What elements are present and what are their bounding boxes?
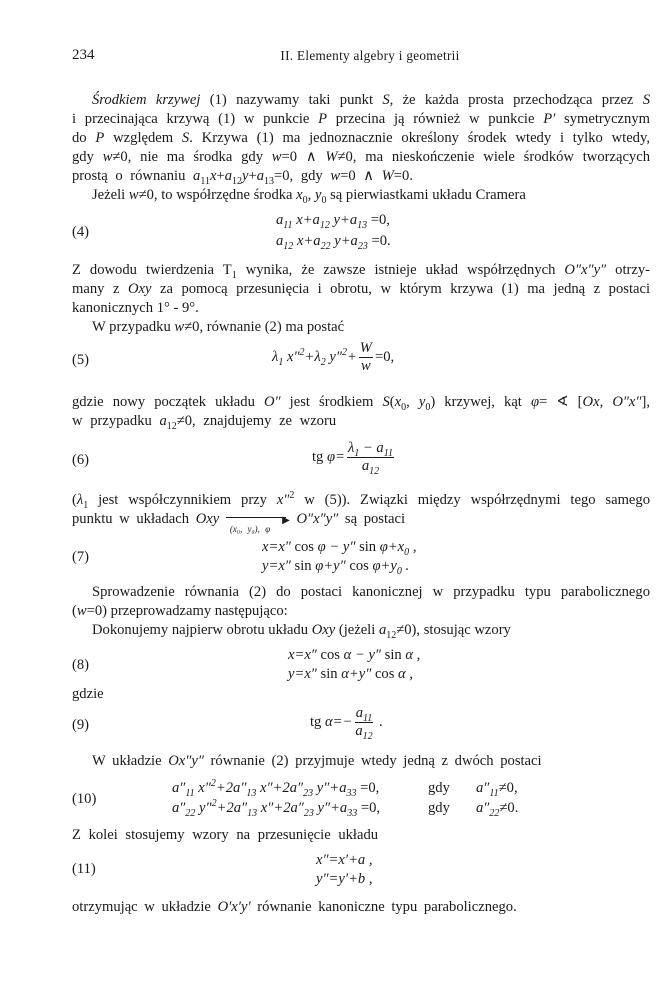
equation: y=x″ sin α+y″ cos α , (288, 666, 414, 682)
equation: $a''_{22}\ne 0$. (476, 800, 519, 819)
equation: $a_{12}$ $x+a_{22}$ $y+a_{23} =0$. (276, 233, 391, 252)
text-line: gdzie (72, 686, 104, 702)
page-number: 234 (72, 47, 95, 63)
text-line: W układzie Ox″y″ równanie (2) przyjmuje wtedy jedną z dwóch postaci (92, 753, 542, 769)
equation: x=x″ cos α − y″ sin α , (288, 647, 421, 663)
text-line: i przecinająca krzywą (1) w punkcie P przecina ją również w punkcie P′ symetrycznym (72, 111, 650, 127)
text-line: gdy w≠0, nie ma środka gdy w=0 ∧ W≠0, ma nieskończenie wiele środków tworzących (72, 149, 650, 165)
equation-condition: gdy (428, 800, 450, 816)
text-line: gdzie nowy początek układu O″ jest środkiem $S(x_0$, $y_0$) krzywej, kąt φ= ∢ [Ox, O″x″], (72, 394, 651, 413)
equation: y=x″ sin φ+y″ $\cos \varphi+y_0$ . (262, 558, 410, 577)
term-srodkiem-krzywej: Środkiem krzywej (92, 92, 201, 108)
equation-label: (7) (72, 549, 90, 565)
transformation-arrow: ▶ (x₀, y₀), φ (226, 510, 290, 524)
text-line: otrzymując w układzie O′x′y′ równanie kanoniczne typu parabolicznego. (72, 899, 517, 915)
equation: $a''_{22}$ $y''^2+2a''_{13}$ $x''+2a''_{23}$ $y''+a_{33} =0$, (172, 798, 381, 819)
text-line: (w=0) przeprowadzamy następująco: (72, 603, 288, 619)
text-line: punktu w układach Oxy ▶ (x₀, y₀), φ O″x″y″ są postaci (72, 511, 406, 534)
equation: y″=y′+b , (316, 871, 373, 887)
text-line: Sprowadzenie równania (2) do postaci kanonicznej w przypadku typu parabolicznego (92, 584, 650, 600)
text-line: Środkiem krzywej (1) nazywamy taki punkt S, że każda prosta przechodząca przez S (92, 92, 650, 108)
equation: $\lambda_1$ $x''^2+\lambda_2$ y″$^2$+ $\frac{W}{w}$ =0, (272, 340, 395, 374)
equation-label: (8) (72, 657, 90, 673)
equation: $a_{11}$ $x+a_{12}$ $y+a_{13} =0$, (276, 212, 390, 231)
equation-label: (9) (72, 717, 90, 733)
equation: x=x″ cos φ − y″ $\sin \varphi+x_0$ , (262, 539, 417, 558)
text-line: w przypadku $a_{12}\ne 0$, znajdujemy ze wzoru (72, 413, 337, 432)
text-line: ($\lambda_1$ jest współczynnikiem przy x″$^2$ w (5)). Związki między współrzędnymi tego samego (72, 490, 650, 511)
equation: $a''_{11}$ $x''^2+2a''_{13}$ $x''+2a''_{23}$ $y''+a_{33} =0$, (172, 778, 380, 799)
text-line: Jeżeli w≠0, to współrzędne środka $x_0$, $y_0$ są pierwiastkami układu Cramera (92, 187, 526, 206)
text-line: kanonicznych 1° - 9°. (72, 300, 199, 316)
text-line: W przypadku w≠0, równanie (2) ma postać (92, 319, 345, 335)
text-line: many z Oxy za pomocą przesunięcia i obrotu, w którym krzywa (1) ma jedną z postaci (72, 281, 651, 297)
text-line: Dokonujemy najpierw obrotu układu Oxy (jeżeli $a_{12}\ne 0$), stosując wzory (92, 622, 511, 641)
text-line: do P względem S. Krzywa (1) ma jednoznacznie określony środek wtedy i tylko wtedy, (72, 130, 650, 146)
equation: $a''_{11}\ne 0$, (476, 780, 518, 799)
equation: tg α=− $\frac{a_{11}}{a_{12}}$ . (310, 705, 383, 742)
running-header: II. Elementy algebry i geometrii (280, 48, 460, 63)
text-line: Z dowodu twierdzenia $T_1$ wynika, że zawsze istnieje układ współrzędnych O″x″y″ otrzy- (72, 262, 650, 281)
equation-label: (11) (72, 861, 96, 877)
equation: tg φ= $\frac{\lambda_1 - a_{11}}{a_{12}}$ (312, 440, 393, 477)
equation-label: (4) (72, 224, 90, 240)
equation-label: (5) (72, 352, 90, 368)
text-line: Z kolei stosujemy wzory na przesunięcie układu (72, 827, 379, 843)
equation: x″=x′+a , (316, 852, 373, 868)
equation-condition: gdy (428, 780, 450, 796)
equation-label: (6) (72, 452, 90, 468)
text-line: prostą o równaniu $a_{11}x+a_{12}y+a_{13}=0$, gdy w=0 ∧ W=0. (72, 168, 413, 187)
equation-label: (10) (72, 791, 97, 807)
